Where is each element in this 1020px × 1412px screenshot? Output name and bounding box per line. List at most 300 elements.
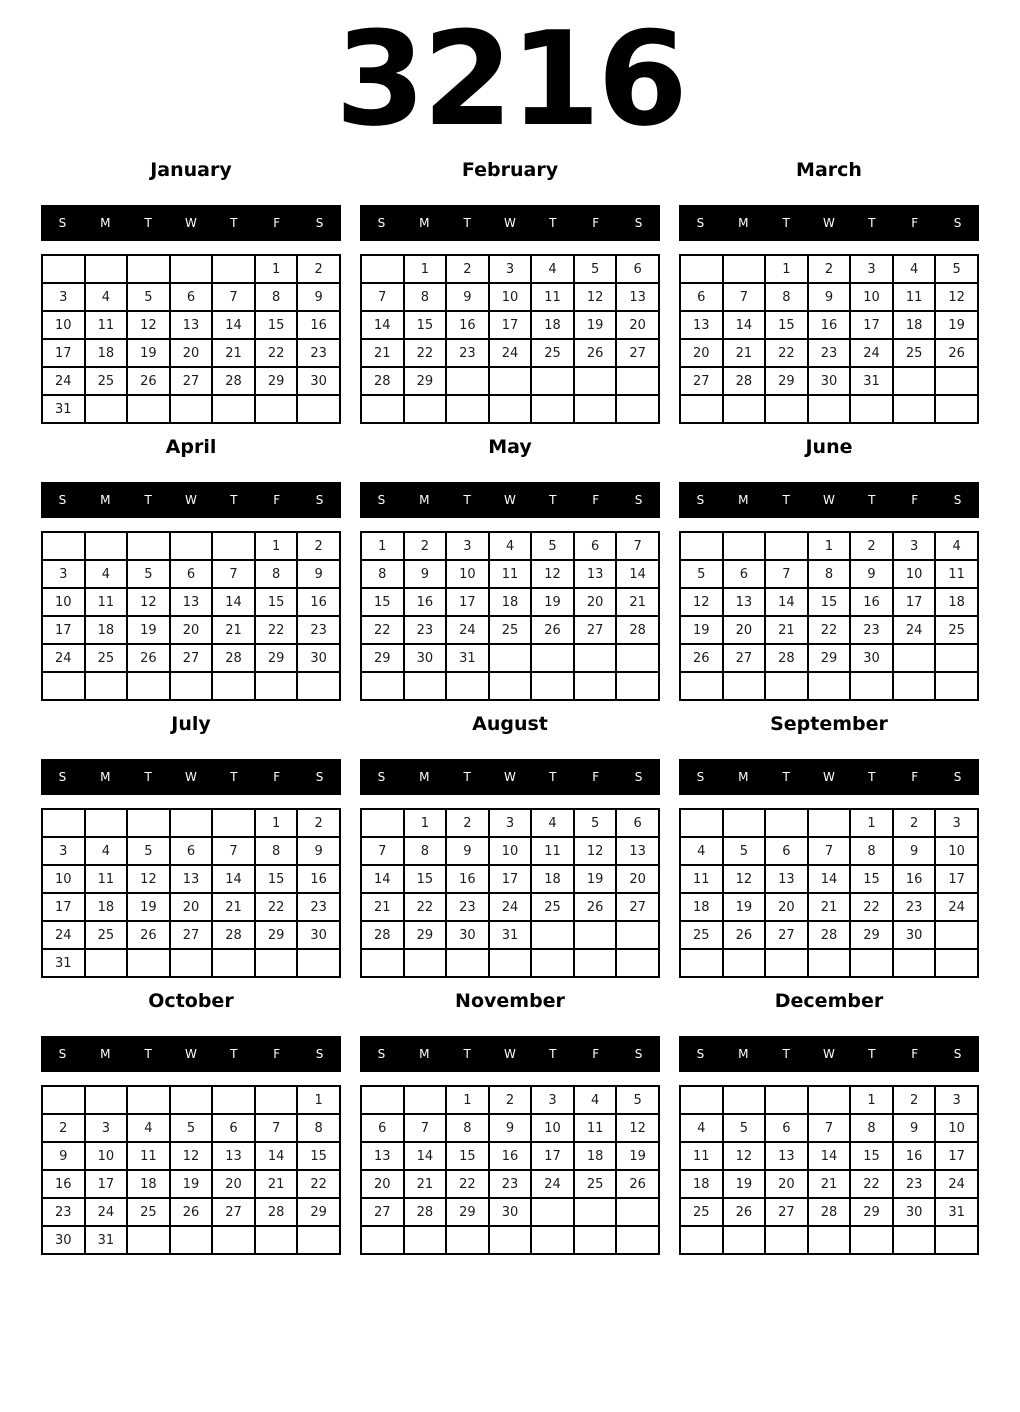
empty-date-cell [723,1226,766,1254]
date-cell: 12 [574,837,617,865]
date-cell: 17 [42,339,85,367]
empty-date-cell [723,809,766,837]
empty-date-cell [935,921,978,949]
date-cell: 12 [723,865,766,893]
weekday-label: M [419,770,430,784]
empty-date-cell [616,672,659,700]
week-row [42,616,340,644]
empty-date-cell [808,395,851,423]
date-cell: 28 [765,644,808,672]
weekday-label: S [634,770,643,784]
month-name: December [774,990,884,1012]
date-cell: 20 [170,893,213,921]
date-cell: 25 [893,339,936,367]
date-cell: 22 [361,616,404,644]
month-name: September [770,713,888,735]
date-cell: 6 [574,532,617,560]
date-cell: 27 [616,339,659,367]
date-cell: 3 [42,837,85,865]
week-row [42,893,340,921]
date-cell: 20 [616,311,659,339]
empty-date-cell [170,809,213,837]
week-row [361,395,659,423]
weekday-header-bar [41,482,341,518]
month-date-grid [679,531,979,701]
date-cell: 5 [574,809,617,837]
weekday-label: S [953,770,962,784]
date-cell: 17 [850,311,893,339]
date-cell: 4 [935,532,978,560]
date-cell: 19 [680,616,723,644]
weekday-label: M [419,1047,430,1061]
empty-date-cell [808,949,851,977]
date-cell: 28 [255,1198,298,1226]
date-cell: 18 [531,865,574,893]
date-cell: 22 [765,339,808,367]
date-cell: 26 [127,367,170,395]
empty-date-cell [616,367,659,395]
empty-date-cell [723,672,766,700]
week-row [680,809,978,837]
date-cell: 12 [935,283,978,311]
date-cell: 3 [489,255,532,283]
date-cell: 24 [446,616,489,644]
empty-date-cell [531,672,574,700]
week-row [361,809,659,837]
empty-date-cell [446,1226,489,1254]
date-cell: 6 [765,1114,808,1142]
date-cell: 18 [85,893,128,921]
empty-date-cell [255,949,298,977]
weekday-label: F [273,1047,281,1061]
date-cell: 31 [489,921,532,949]
week-row [42,1170,340,1198]
date-cell: 14 [765,588,808,616]
date-cell: 29 [850,921,893,949]
date-cell: 1 [404,809,447,837]
weekday-label: F [911,1047,919,1061]
date-cell: 18 [489,588,532,616]
empty-date-cell [212,255,255,283]
empty-date-cell [531,395,574,423]
date-cell: 24 [489,339,532,367]
empty-date-cell [680,255,723,283]
date-cell: 28 [361,367,404,395]
date-cell: 14 [404,1142,447,1170]
date-cell: 20 [723,616,766,644]
weekday-header-bar [679,1036,979,1072]
date-cell: 6 [616,809,659,837]
empty-date-cell [531,367,574,395]
empty-date-cell [850,395,893,423]
empty-date-cell [85,949,128,977]
empty-date-cell [170,1226,213,1254]
week-row [42,949,340,977]
date-cell: 25 [680,921,723,949]
weekday-label: T [549,770,557,784]
empty-date-cell [170,949,213,977]
date-cell: 3 [42,560,85,588]
date-cell: 31 [850,367,893,395]
date-cell: 27 [170,367,213,395]
date-cell: 3 [446,532,489,560]
date-cell: 8 [850,1114,893,1142]
empty-date-cell [446,395,489,423]
date-cell: 19 [127,339,170,367]
date-cell: 3 [85,1114,128,1142]
date-cell: 15 [850,865,893,893]
empty-date-cell [531,921,574,949]
weekday-header-bar [41,1036,341,1072]
weekday-label: F [911,770,919,784]
date-cell: 19 [723,1170,766,1198]
date-cell: 31 [42,949,85,977]
week-row [680,560,978,588]
weekday-label: S [634,1047,643,1061]
empty-date-cell [893,949,936,977]
date-cell: 5 [935,255,978,283]
date-cell: 28 [212,644,255,672]
date-cell: 13 [170,311,213,339]
weekday-label: S [377,493,386,507]
weekday-label: S [953,1047,962,1061]
empty-date-cell [361,949,404,977]
weekday-label: T [782,493,790,507]
date-cell: 11 [531,283,574,311]
week-row [42,644,340,672]
date-cell: 7 [255,1114,298,1142]
date-cell: 6 [212,1114,255,1142]
empty-date-cell [361,672,404,700]
date-cell: 3 [935,1086,978,1114]
week-row [42,255,340,283]
month-date-grid [41,1085,341,1255]
weekday-label: T [463,216,471,230]
weekday-label: W [504,770,516,784]
date-cell: 8 [297,1114,340,1142]
date-cell: 7 [616,532,659,560]
date-cell: 1 [297,1086,340,1114]
empty-date-cell [765,1226,808,1254]
week-row [361,1086,659,1114]
date-cell: 15 [255,865,298,893]
date-cell: 20 [574,588,617,616]
date-cell: 1 [255,255,298,283]
date-cell: 18 [85,616,128,644]
month-block [360,714,660,978]
week-row [680,1198,978,1226]
date-cell: 8 [404,283,447,311]
weekday-label: F [911,216,919,230]
date-cell: 2 [489,1086,532,1114]
month-block [679,437,979,701]
weekday-label: M [738,770,749,784]
month-date-grid [679,808,979,978]
empty-date-cell [680,672,723,700]
week-row [42,672,340,700]
date-cell: 13 [680,311,723,339]
month-name: January [150,159,232,181]
week-row [361,672,659,700]
date-cell: 14 [808,1142,851,1170]
empty-date-cell [935,644,978,672]
empty-date-cell [42,672,85,700]
empty-date-cell [404,1226,447,1254]
date-cell: 3 [42,283,85,311]
date-cell: 22 [446,1170,489,1198]
date-cell: 23 [42,1198,85,1226]
weekday-label: S [377,770,386,784]
week-row [361,1114,659,1142]
month-block [41,160,341,424]
weekday-label: S [696,770,705,784]
date-cell: 9 [808,283,851,311]
date-cell: 4 [85,560,128,588]
date-cell: 5 [616,1086,659,1114]
week-row [680,1142,978,1170]
date-cell: 25 [574,1170,617,1198]
date-cell: 8 [850,837,893,865]
week-row [42,283,340,311]
empty-date-cell [531,1198,574,1226]
month-date-grid [679,1085,979,1255]
week-row [42,865,340,893]
date-cell: 10 [850,283,893,311]
date-cell: 10 [489,283,532,311]
weekday-label: T [868,216,876,230]
empty-date-cell [574,949,617,977]
weekday-label: M [738,493,749,507]
date-cell: 31 [446,644,489,672]
date-cell: 16 [446,311,489,339]
weekday-header-bar [679,482,979,518]
date-cell: 26 [680,644,723,672]
date-cell: 28 [361,921,404,949]
date-cell: 21 [361,339,404,367]
date-cell: 1 [850,809,893,837]
weekday-label: T [230,770,238,784]
week-row [680,921,978,949]
date-cell: 29 [404,367,447,395]
weekday-label: W [504,493,516,507]
date-cell: 1 [808,532,851,560]
date-cell: 26 [127,921,170,949]
empty-date-cell [361,809,404,837]
date-cell: 24 [42,367,85,395]
empty-date-cell [893,395,936,423]
date-cell: 4 [531,255,574,283]
week-row [42,1142,340,1170]
date-cell: 21 [212,339,255,367]
date-cell: 28 [212,921,255,949]
week-row [680,616,978,644]
weekday-label: F [911,493,919,507]
date-cell: 3 [489,809,532,837]
empty-date-cell [127,1226,170,1254]
year-title: 3216 [335,3,685,155]
week-row [361,532,659,560]
date-cell: 18 [127,1170,170,1198]
month-block [360,160,660,424]
empty-date-cell [935,1226,978,1254]
date-cell: 15 [446,1142,489,1170]
empty-date-cell [531,1226,574,1254]
date-cell: 21 [723,339,766,367]
date-cell: 21 [255,1170,298,1198]
weekday-label: S [953,493,962,507]
date-cell: 21 [212,893,255,921]
month-block [41,714,341,978]
weekday-label: F [592,1047,600,1061]
date-cell: 31 [85,1226,128,1254]
date-cell: 14 [212,588,255,616]
week-row [361,616,659,644]
weekday-label: S [58,493,67,507]
date-cell: 6 [680,283,723,311]
date-cell: 7 [361,283,404,311]
month-date-grid [360,1085,660,1255]
date-cell: 14 [255,1142,298,1170]
empty-date-cell [616,1198,659,1226]
date-cell: 24 [85,1198,128,1226]
date-cell: 14 [212,865,255,893]
empty-date-cell [127,395,170,423]
date-cell: 13 [574,560,617,588]
month-name: October [148,990,234,1012]
date-cell: 13 [765,1142,808,1170]
date-cell: 25 [531,339,574,367]
date-cell: 12 [127,588,170,616]
empty-date-cell [850,1226,893,1254]
empty-date-cell [85,395,128,423]
week-row [42,1226,340,1254]
date-cell: 16 [850,588,893,616]
date-cell: 12 [531,560,574,588]
month-name: July [171,713,211,735]
weekday-label: W [823,493,835,507]
week-row [361,949,659,977]
week-row [680,1226,978,1254]
date-cell: 22 [404,893,447,921]
date-cell: 2 [808,255,851,283]
weekday-label: T [230,216,238,230]
empty-date-cell [723,255,766,283]
empty-date-cell [616,644,659,672]
date-cell: 24 [489,893,532,921]
date-cell: 26 [170,1198,213,1226]
date-cell: 2 [42,1114,85,1142]
week-row [680,865,978,893]
date-cell: 13 [170,588,213,616]
month-block [679,714,979,978]
date-cell: 25 [680,1198,723,1226]
date-cell: 7 [765,560,808,588]
month-name: April [165,436,217,458]
date-cell: 2 [893,809,936,837]
week-row [42,311,340,339]
date-cell: 1 [255,809,298,837]
date-cell: 22 [297,1170,340,1198]
weekday-label: S [377,1047,386,1061]
date-cell: 5 [680,560,723,588]
date-cell: 22 [808,616,851,644]
date-cell: 14 [361,865,404,893]
empty-date-cell [574,921,617,949]
empty-date-cell [127,949,170,977]
date-cell: 24 [935,1170,978,1198]
month-name: November [455,990,565,1012]
weekday-label: S [953,216,962,230]
date-cell: 10 [85,1142,128,1170]
weekday-label: T [463,770,471,784]
date-cell: 26 [574,893,617,921]
empty-date-cell [574,367,617,395]
date-cell: 22 [850,1170,893,1198]
date-cell: 24 [893,616,936,644]
date-cell: 25 [935,616,978,644]
date-cell: 29 [404,921,447,949]
weekday-label: S [58,770,67,784]
month-date-grid [360,808,660,978]
date-cell: 15 [255,311,298,339]
date-cell: 24 [42,644,85,672]
empty-date-cell [42,809,85,837]
empty-date-cell [446,672,489,700]
date-cell: 10 [42,588,85,616]
empty-date-cell [574,1226,617,1254]
month-name: March [796,159,862,181]
month-date-grid [41,254,341,424]
empty-date-cell [574,1198,617,1226]
weekday-label: S [696,493,705,507]
empty-date-cell [127,672,170,700]
date-cell: 6 [723,560,766,588]
date-cell: 15 [297,1142,340,1170]
date-cell: 20 [616,865,659,893]
date-cell: 14 [212,311,255,339]
date-cell: 14 [723,311,766,339]
date-cell: 28 [212,367,255,395]
date-cell: 29 [446,1198,489,1226]
date-cell: 9 [297,283,340,311]
empty-date-cell [297,949,340,977]
date-cell: 6 [361,1114,404,1142]
date-cell: 25 [85,367,128,395]
date-cell: 27 [574,616,617,644]
date-cell: 29 [808,644,851,672]
month-name: February [461,159,559,181]
date-cell: 27 [765,1198,808,1226]
date-cell: 30 [446,921,489,949]
date-cell: 30 [893,1198,936,1226]
month-block [41,991,341,1255]
weekday-label: T [782,1047,790,1061]
weekday-header-bar [360,205,660,241]
date-cell: 10 [42,311,85,339]
weekday-label: T [868,493,876,507]
empty-date-cell [404,949,447,977]
date-cell: 7 [212,837,255,865]
date-cell: 17 [446,588,489,616]
week-row [680,1170,978,1198]
date-cell: 17 [42,616,85,644]
date-cell: 7 [212,560,255,588]
date-cell: 23 [893,1170,936,1198]
date-cell: 27 [723,644,766,672]
date-cell: 7 [361,837,404,865]
date-cell: 26 [935,339,978,367]
date-cell: 3 [935,809,978,837]
